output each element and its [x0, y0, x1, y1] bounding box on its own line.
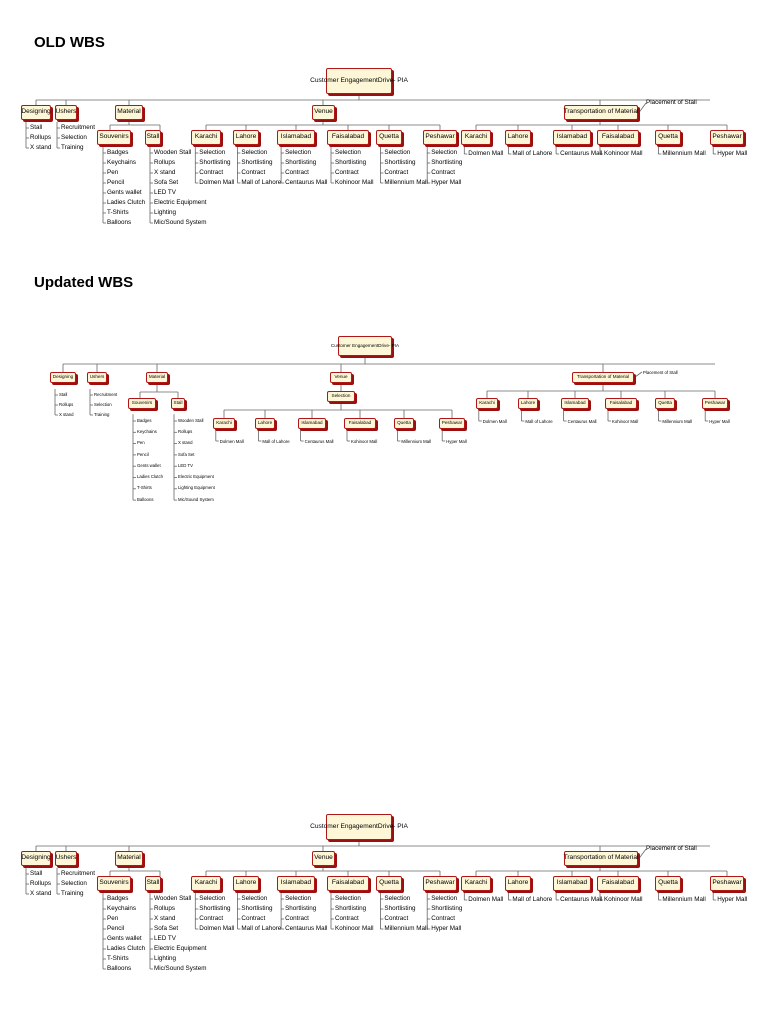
souvenirs-item-3: Pencil: [107, 178, 125, 186]
venue-city-peshawar: Peshawar: [423, 130, 457, 145]
venue-city-lahore: Lahore: [233, 130, 258, 145]
venue-quetta-item-1: Shortlisting: [384, 904, 416, 912]
venue-faisalabad-item-0: Selection: [335, 148, 361, 156]
box-stall: Stall: [145, 130, 161, 145]
venue-lahore-item-0: Selection: [241, 148, 268, 156]
venue-karachi-item-1: Shortlisting: [199, 904, 231, 912]
box-souvenirs: Souvenirs: [97, 876, 131, 891]
updated-root-box: Customer Engagement Drive- PIA: [338, 336, 392, 356]
box-transportation: Transportation of Material: [564, 851, 638, 866]
designing-item-0: Stall: [30, 123, 43, 131]
updated-stall-item-3: Sofa Set: [178, 451, 195, 457]
souvenirs-item-1: Keychains: [107, 158, 137, 166]
updated-venue-city-karachi: Karachi: [213, 418, 235, 429]
venue-city-karachi: Karachi: [191, 130, 220, 145]
souvenirs-item-1: Keychains: [107, 904, 137, 912]
updated-souvenirs-item-5: Ladies Clutch: [137, 474, 164, 480]
transport-city-peshawar: Peshawar: [710, 876, 744, 891]
transport-faisalabad-mall: Kohinoor Mall: [604, 149, 643, 157]
venue-lahore-item-2: Contract: [241, 914, 266, 922]
updated-stall-item-1: Rollups: [178, 428, 193, 434]
venue-city-faisalabad: Faisalabad: [327, 130, 369, 145]
venue-city-islamabad: Islamabad: [277, 876, 315, 891]
box-souvenirs: Souvenirs: [97, 130, 131, 145]
ushers-item-2: Training: [61, 143, 84, 151]
transport-quetta-mall: Millennium Mall: [662, 895, 706, 903]
souvenirs-item-0: Badges: [107, 894, 129, 902]
updated-venue-city-islamabad: Islamabad: [298, 418, 327, 429]
ushers-item-0: Recruitment: [61, 869, 95, 877]
updated-ushers-item-2: Training: [94, 411, 110, 417]
venue-city-lahore: Lahore: [233, 876, 258, 891]
venue-islamabad-item-3: Centaurus Mall: [285, 178, 328, 186]
venue-city-islamabad: Islamabad: [277, 130, 315, 145]
updated-transport-city-islamabad: Islamabad: [561, 398, 590, 409]
transport-city-karachi: Karachi: [461, 130, 490, 145]
transport-lahore-mall: Mall of Lahore: [512, 895, 553, 903]
placement-of-stall-label: Placement of Stall: [646, 844, 697, 852]
updated-stall-item-7: Mic/Sound System: [178, 496, 214, 502]
designing-item-2: X stand: [30, 889, 52, 897]
souvenirs-item-5: Ladies Clutch: [107, 944, 146, 952]
souvenirs-item-4: Gents wallet: [107, 934, 142, 942]
stall-item-0: Wooden Stall: [154, 894, 192, 902]
venue-lahore-item-0: Selection: [241, 894, 268, 902]
souvenirs-item-6: T-Shirts: [107, 208, 129, 216]
box-ushers: Ushers: [55, 851, 77, 866]
venue-faisalabad-item-1: Shortlisting: [335, 158, 367, 166]
venue-peshawar-item-0: Selection: [431, 894, 458, 902]
souvenirs-item-4: Gents wallet: [107, 188, 142, 196]
souvenirs-item-6: T-Shirts: [107, 954, 129, 962]
box-venue: Venue: [312, 105, 335, 120]
updated-venue-city-peshawar: Peshawar: [439, 418, 465, 429]
transport-peshawar-mall: Hyper Mall: [717, 149, 748, 157]
designing-item-1: Rollups: [30, 133, 51, 141]
venue-quetta-item-0: Selection: [384, 148, 411, 156]
venue-city-karachi: Karachi: [191, 876, 220, 891]
souvenirs-item-2: Pen: [107, 914, 119, 922]
designing-item-2: X stand: [30, 143, 52, 151]
updated-box-transportation: Transportation of Material: [572, 372, 634, 383]
updated-box-venue: Venue: [330, 372, 352, 383]
updated-transport-city-quetta: Quetta: [655, 398, 674, 409]
stall-item-4: LED TV: [154, 934, 176, 942]
root-box: Customer Engagement Drive- PIA: [326, 814, 392, 840]
venue-karachi-item-1: Shortlisting: [199, 158, 231, 166]
stall-item-3: Sofa Set: [154, 178, 179, 186]
souvenirs-item-7: Balloons: [107, 964, 132, 972]
transport-city-lahore: Lahore: [505, 130, 530, 145]
transport-faisalabad-mall: Kohinoor Mall: [604, 895, 643, 903]
heading-updated-wbs: Updated WBS: [34, 274, 134, 291]
updated-souvenirs-item-0: Badges: [137, 417, 152, 423]
updated-box-souvenirs: Souvenirs: [128, 398, 156, 409]
transport-city-faisalabad: Faisalabad: [597, 130, 639, 145]
updated-box-selection: Selection: [327, 391, 355, 402]
box-ushers: Ushers: [55, 105, 77, 120]
venue-city-peshawar: Peshawar: [423, 876, 457, 891]
updated-transport-city-lahore: Lahore: [518, 398, 537, 409]
stall-item-1: Rollups: [154, 158, 175, 166]
venue-city-faisalabad: Faisalabad: [327, 876, 369, 891]
souvenirs-item-2: Pen: [107, 168, 119, 176]
venue-karachi-item-3: Dolmen Mall: [199, 924, 235, 932]
updated-venue-city-quetta: Quetta: [394, 418, 413, 429]
heading-old-wbs: OLD WBS: [34, 34, 105, 51]
updated-stall-item-5: Electric Equipment: [178, 474, 214, 480]
updated-transport-peshawar-mall: Hyper Mall: [709, 418, 730, 424]
venue-faisalabad-item-0: Selection: [335, 894, 361, 902]
placement-of-stall-label: Placement of Stall: [646, 98, 697, 106]
venue-islamabad-item-1: Shortlisting: [285, 904, 317, 912]
updated-souvenirs-item-3: Pencil: [137, 451, 149, 457]
transport-city-islamabad: Islamabad: [553, 130, 591, 145]
stall-item-2: X stand: [154, 168, 176, 176]
transport-city-karachi: Karachi: [461, 876, 490, 891]
updated-box-ushers: Ushers: [87, 372, 107, 383]
venue-islamabad-item-1: Shortlisting: [285, 158, 317, 166]
venue-islamabad-item-2: Contract: [285, 914, 309, 922]
venue-faisalabad-item-2: Contract: [335, 914, 359, 922]
updated-souvenirs-item-7: Balloons: [137, 496, 154, 502]
transport-islamabad-mall: Centaurus Mall: [560, 149, 603, 157]
stall-item-6: Lighting: [154, 208, 177, 216]
updated-stall-item-2: X stand: [178, 440, 193, 446]
venue-quetta-item-2: Contract: [384, 914, 409, 922]
venue-lahore-item-3: Mall of Lahore: [241, 178, 282, 186]
venue-peshawar-item-3: Hyper Mall: [431, 924, 462, 932]
transport-city-quetta: Quetta: [655, 876, 680, 891]
venue-karachi-item-0: Selection: [199, 894, 226, 902]
designing-item-0: Stall: [30, 869, 43, 877]
updated-venue-city-lahore: Lahore: [255, 418, 274, 429]
venue-lahore-item-3: Mall of Lahore: [241, 924, 282, 932]
venue-lahore-item-1: Shortlisting: [241, 904, 273, 912]
designing-item-1: Rollups: [30, 879, 51, 887]
root-box: Customer Engagement Drive- PIA: [326, 68, 392, 94]
stall-item-0: Wooden Stall: [154, 148, 192, 156]
updated-designing-item-1: Rollups: [59, 401, 74, 407]
venue-quetta-item-2: Contract: [384, 168, 409, 176]
transport-city-faisalabad: Faisalabad: [597, 876, 639, 891]
stall-item-2: X stand: [154, 914, 176, 922]
venue-peshawar-item-2: Contract: [431, 914, 455, 922]
transport-karachi-mall: Dolmen Mall: [468, 895, 504, 903]
venue-peshawar-item-2: Contract: [431, 168, 455, 176]
updated-ushers-item-1: Selection: [94, 401, 112, 407]
updated-transport-faisalabad-mall: Kohinoor Mall: [612, 418, 639, 424]
stall-item-5: Electric Equipment: [154, 944, 207, 952]
box-transportation: Transportation of Material: [564, 105, 638, 120]
updated-placement-of-stall-label: Placement of Stall: [643, 369, 678, 375]
box-material: Material: [115, 105, 143, 120]
venue-quetta-item-3: Millennium Mall: [384, 178, 428, 186]
ushers-item-0: Recruitment: [61, 123, 95, 131]
venue-quetta-item-0: Selection: [384, 894, 411, 902]
updated-transport-islamabad-mall: Centaurus Mall: [567, 418, 597, 424]
stall-item-6: Lighting: [154, 954, 177, 962]
transport-city-peshawar: Peshawar: [710, 130, 744, 145]
updated-box-stall: Stall: [171, 398, 185, 409]
updated-box-material: Material: [146, 372, 168, 383]
stall-item-5: Electric Equipment: [154, 198, 207, 206]
souvenirs-item-7: Balloons: [107, 218, 132, 226]
transport-quetta-mall: Millennium Mall: [662, 149, 706, 157]
updated-venue-karachi-mall: Dolmen Mall: [219, 438, 244, 444]
box-material: Material: [115, 851, 143, 866]
transport-city-lahore: Lahore: [505, 876, 530, 891]
venue-lahore-item-2: Contract: [241, 168, 266, 176]
ushers-item-1: Selection: [61, 133, 87, 141]
venue-faisalabad-item-3: Kohinoor Mall: [335, 178, 374, 186]
updated-souvenirs-item-6: T-Shirts: [137, 485, 152, 491]
updated-venue-peshawar-mall: Hyper Mall: [446, 438, 467, 444]
updated-designing-item-0: Stall: [59, 391, 68, 397]
updated-venue-faisalabad-mall: Kohinoor Mall: [351, 438, 378, 444]
updated-transport-lahore-mall: Mall of Lahore: [525, 418, 553, 424]
venue-city-quetta: Quetta: [376, 876, 401, 891]
updated-stall-item-4: LED TV: [178, 462, 193, 468]
connector-line: [639, 849, 646, 859]
updated-ushers-item-0: Recruitment: [94, 391, 118, 397]
venue-city-quetta: Quetta: [376, 130, 401, 145]
stall-item-7: Mic/Sound System: [154, 964, 207, 972]
updated-transport-city-peshawar: Peshawar: [702, 398, 728, 409]
transport-lahore-mall: Mall of Lahore: [512, 149, 553, 157]
venue-islamabad-item-0: Selection: [285, 148, 311, 156]
stall-item-1: Rollups: [154, 904, 175, 912]
ushers-item-1: Selection: [61, 879, 87, 887]
updated-stall-item-0: Wooden Stall: [178, 417, 204, 423]
venue-karachi-item-0: Selection: [199, 148, 226, 156]
updated-venue-quetta-mall: Millennium Mall: [401, 438, 431, 444]
venue-faisalabad-item-3: Kohinoor Mall: [335, 924, 374, 932]
updated-stall-item-6: Lighting Equipment: [178, 485, 215, 491]
venue-karachi-item-2: Contract: [199, 914, 224, 922]
stall-item-3: Sofa Set: [154, 924, 179, 932]
transport-city-islamabad: Islamabad: [553, 876, 591, 891]
updated-transport-quetta-mall: Millennium Mall: [662, 418, 692, 424]
updated-venue-lahore-mall: Mall of Lahore: [262, 438, 290, 444]
venue-quetta-item-3: Millennium Mall: [384, 924, 428, 932]
box-designing: Designing: [21, 851, 51, 866]
venue-peshawar-item-1: Shortlisting: [431, 904, 463, 912]
stall-item-7: Mic/Sound System: [154, 218, 207, 226]
venue-peshawar-item-0: Selection: [431, 148, 458, 156]
venue-karachi-item-3: Dolmen Mall: [199, 178, 235, 186]
updated-souvenirs-item-2: Pen: [137, 440, 145, 446]
updated-transport-karachi-mall: Dolmen Mall: [482, 418, 507, 424]
venue-quetta-item-1: Shortlisting: [384, 158, 416, 166]
updated-venue-city-faisalabad: Faisalabad: [344, 418, 376, 429]
box-designing: Designing: [21, 105, 51, 120]
updated-box-designing: Designing: [50, 372, 76, 383]
updated-transport-city-faisalabad: Faisalabad: [605, 398, 637, 409]
souvenirs-item-5: Ladies Clutch: [107, 198, 146, 206]
box-stall: Stall: [145, 876, 161, 891]
venue-peshawar-item-1: Shortlisting: [431, 158, 463, 166]
updated-souvenirs-item-1: Keychains: [137, 428, 157, 434]
updated-designing-item-2: X stand: [59, 411, 74, 417]
updated-souvenirs-item-4: Gents wallet: [137, 462, 161, 468]
box-venue: Venue: [312, 851, 335, 866]
updated-transport-city-karachi: Karachi: [476, 398, 498, 409]
venue-lahore-item-1: Shortlisting: [241, 158, 273, 166]
ushers-item-2: Training: [61, 889, 84, 897]
venue-karachi-item-2: Contract: [199, 168, 224, 176]
venue-islamabad-item-0: Selection: [285, 894, 311, 902]
venue-islamabad-item-3: Centaurus Mall: [285, 924, 328, 932]
venue-faisalabad-item-2: Contract: [335, 168, 359, 176]
venue-faisalabad-item-1: Shortlisting: [335, 904, 367, 912]
transport-city-quetta: Quetta: [655, 130, 680, 145]
transport-peshawar-mall: Hyper Mall: [717, 895, 748, 903]
updated-venue-islamabad-mall: Centaurus Mall: [304, 438, 334, 444]
venue-islamabad-item-2: Contract: [285, 168, 309, 176]
transport-karachi-mall: Dolmen Mall: [468, 149, 504, 157]
stall-item-4: LED TV: [154, 188, 176, 196]
transport-islamabad-mall: Centaurus Mall: [560, 895, 603, 903]
souvenirs-item-3: Pencil: [107, 924, 125, 932]
venue-peshawar-item-3: Hyper Mall: [431, 178, 462, 186]
souvenirs-item-0: Badges: [107, 148, 129, 156]
